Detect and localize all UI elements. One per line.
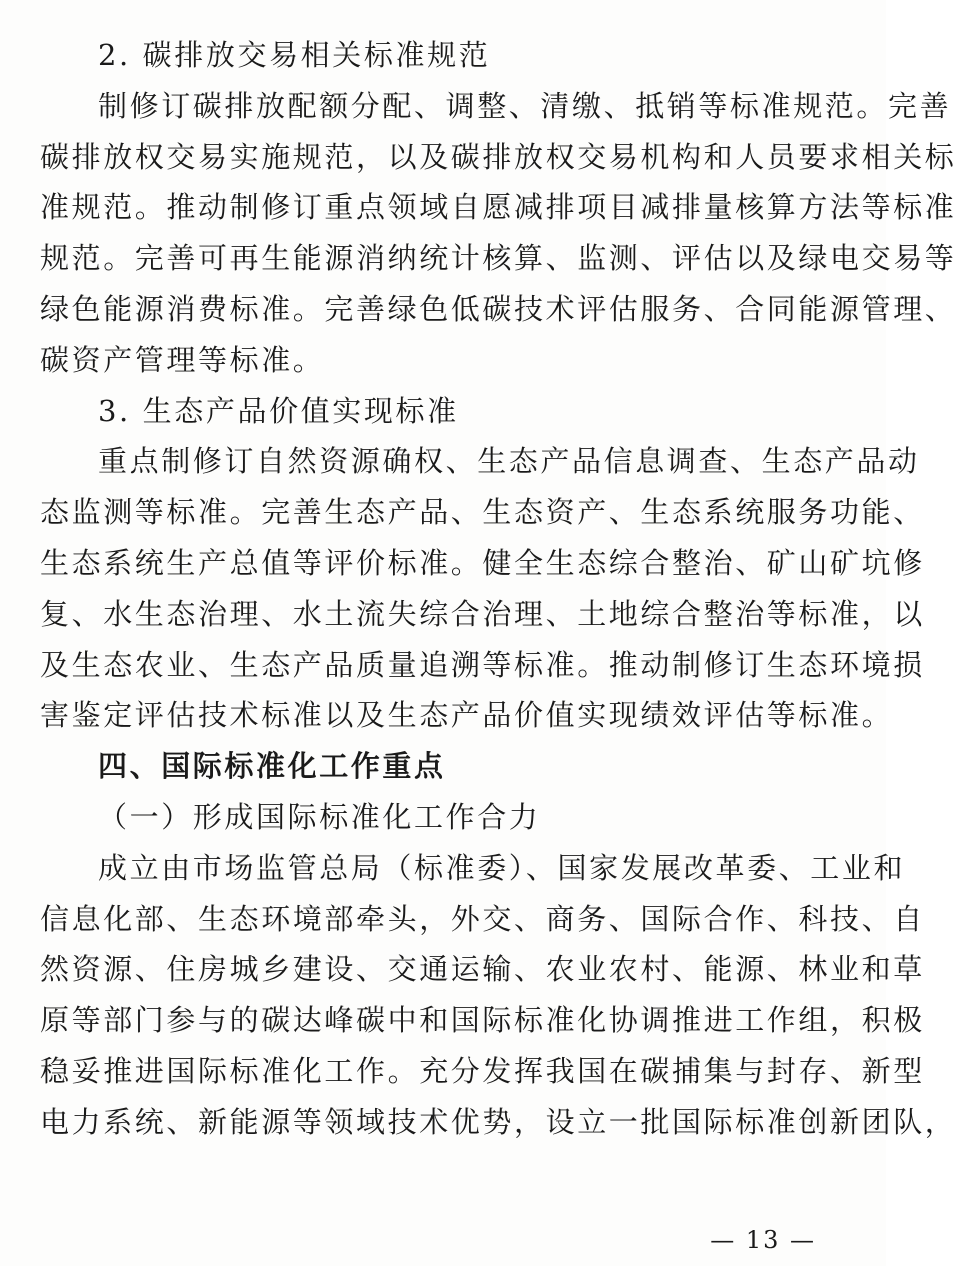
subsection-heading-3: 3. 生态产品价值实现标准 [98, 393, 459, 428]
paragraph-line: 绿色能源消费标准。完善绿色低碳技术评估服务、合同能源管理、 [40, 291, 956, 326]
paragraph-line: 态监测等标准。完善生态产品、生态资产、生态系统服务功能、 [40, 495, 925, 530]
paragraph-line: 稳妥推进国际标准化工作。充分发挥我国在碳捕集与封存、新型 [40, 1053, 925, 1088]
paragraph-line: 及生态农业、生态产品质量追溯等标准。推动制修订生态环境损 [40, 647, 925, 682]
paragraph-line: 然资源、住房城乡建设、交通运输、农业农村、能源、林业和草 [40, 952, 925, 987]
subsection-heading-2: 2. 碳排放交易相关标准规范 [98, 38, 491, 72]
paragraph-line: 电力系统、新能源等领域技术优势，设立一批国际标准创新团队， [40, 1104, 956, 1139]
paragraph-line: 原等部门参与的碳达峰碳中和国际标准化协调推进工作组，积极 [40, 1003, 925, 1038]
paragraph-line: 规范。完善可再生能源消纳统计核算、监测、评估以及绿电交易等 [40, 241, 956, 276]
paragraph-line: 重点制修订自然资源确权、生态产品信息调查、生态产品动 [98, 444, 920, 479]
paragraph-line: 准规范。推动制修订重点领域自愿减排项目减排量核算方法等标准 [40, 190, 956, 225]
section-heading-4: 四、国际标准化工作重点 [98, 749, 446, 784]
paragraph-line: 制修订碳排放配额分配、调整、清缴、抵销等标准规范。完善 [98, 88, 952, 123]
paragraph-line: 碳资产管理等标准。 [40, 342, 325, 377]
paragraph-line: 信息化部、生态环境部牵头，外交、商务、国际合作、科技、自 [40, 901, 925, 936]
paragraph-line: 复、水生态治理、水土流失综合治理、土地综合整治等标准，以 [40, 596, 925, 631]
paragraph-line: 成立由市场监管总局（标准委）、国家发展改革委、工业和 [98, 850, 906, 885]
paragraph-line: 生态系统生产总值等评价标准。健全生态综合整治、矿山矿坑修 [40, 545, 925, 580]
body-text [40, 30, 956, 1148]
paragraph-line: 碳排放权交易实施规范，以及碳排放权交易机构和人员要求相关标 [40, 139, 956, 174]
subsection-heading-1: （一）形成国际标准化工作合力 [98, 799, 541, 834]
paragraph-line: 害鉴定评估技术标准以及生态产品价值实现绩效评估等标准。 [40, 698, 894, 733]
page-number: — 13 — [710, 1226, 816, 1254]
